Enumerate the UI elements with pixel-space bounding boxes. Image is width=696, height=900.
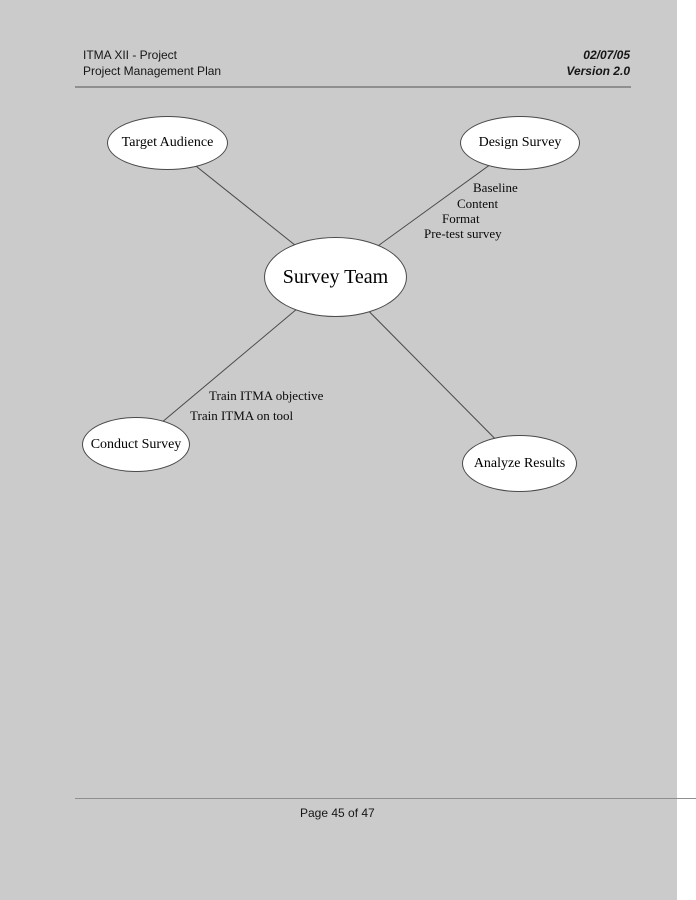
- edge-label-format: Format: [442, 211, 480, 226]
- node-label: Survey Team: [282, 265, 389, 288]
- node-design-survey: [460, 116, 580, 170]
- edge-label-content: Content: [457, 196, 499, 211]
- node-analyze-results: [462, 435, 577, 492]
- node-target-audience: [107, 116, 228, 170]
- header-document-title: Project Management Plan: [83, 63, 222, 78]
- edge-label-baseline: Baseline: [473, 180, 518, 195]
- edge-label-train-itma-on-tool: Train ITMA on tool: [190, 408, 294, 423]
- node-survey-team: [264, 237, 407, 317]
- node-label: Analyze Results: [473, 455, 566, 471]
- node-label: Design Survey: [478, 135, 562, 150]
- header-date: 02/07/05: [583, 48, 630, 62]
- edge-label-train-itma-objective: Train ITMA objective: [209, 388, 324, 403]
- node-label: Conduct Survey: [90, 436, 182, 452]
- header-project-title: ITMA XII - Project: [83, 48, 178, 62]
- header-version: Version 2.0: [566, 63, 630, 78]
- node-label: Target Audience: [121, 135, 214, 150]
- node-conduct-survey: [82, 417, 190, 472]
- footer-rule: [75, 798, 696, 799]
- edge-label-pretest-survey: Pre-test survey: [424, 226, 502, 241]
- page-number-indicator: Page 45 of 47: [300, 806, 375, 820]
